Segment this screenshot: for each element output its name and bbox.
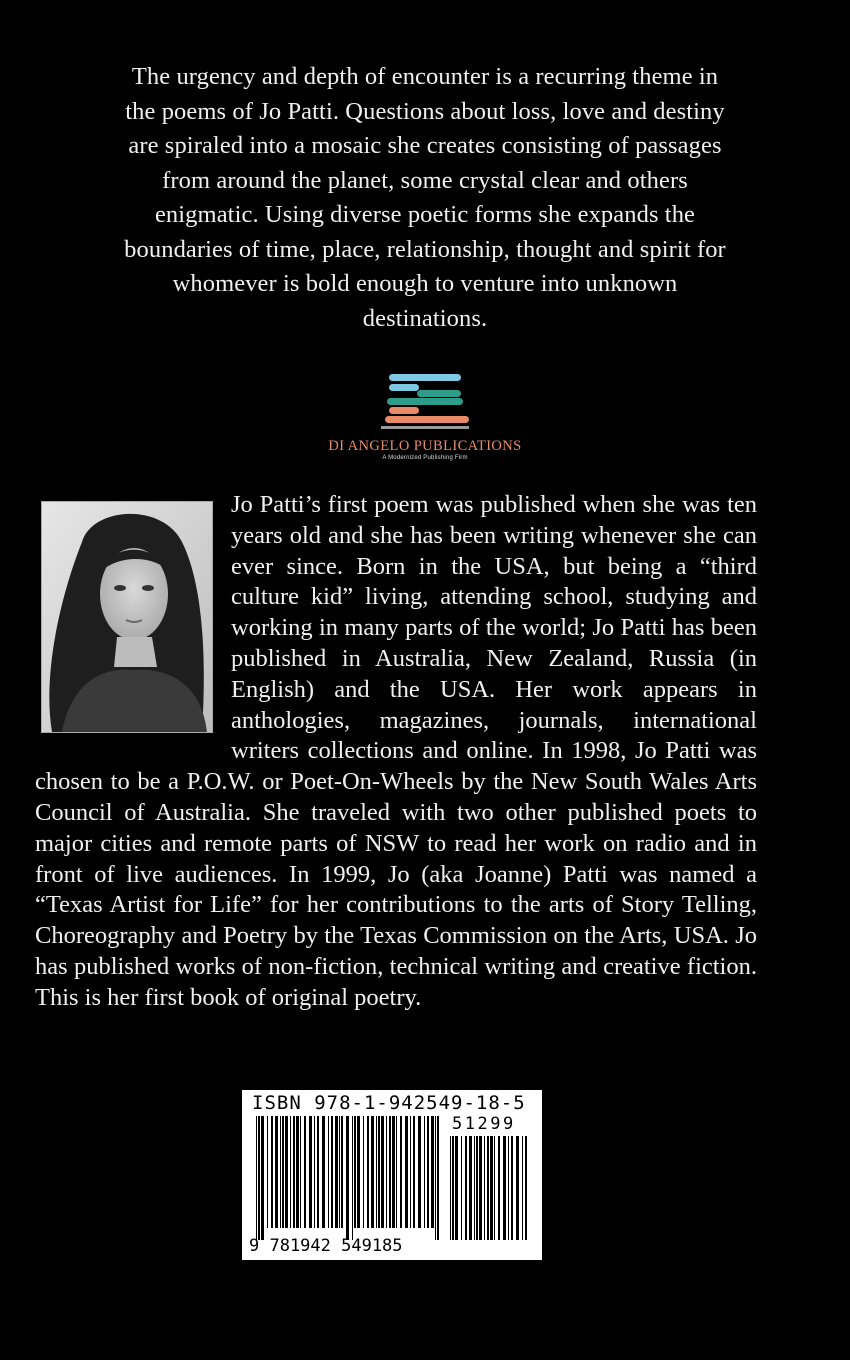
barcode-bar	[357, 1116, 360, 1228]
barcode-bar	[522, 1136, 523, 1240]
barcode-bar	[335, 1116, 338, 1228]
barcode-bar	[503, 1136, 506, 1240]
barcode-bar	[300, 1116, 301, 1228]
author-bio	[35, 490, 757, 1014]
barcode-bar	[498, 1136, 500, 1240]
barcode-bar	[290, 1116, 291, 1228]
barcode-bar	[271, 1116, 273, 1228]
barcode-bar	[437, 1116, 439, 1240]
barcode-bar	[275, 1116, 278, 1228]
bio-text: Jo Patti’s first poem was published when she was ten years old and she has been writing whenever she can ever since. Born in the USA, but being a “third culture kid” living, attending school, studying and working in many parts of the world; Jo Patti has been published in Australia, New Zealand, Russia (in English) and the USA. Her work appears in anthologies, magazines, journals, international writers collections and online. In 1998, Jo Patti was chosen to be a P.O.W. or Poet-On-Wheels by the New South Wales Arts Council of Australia. She traveled with two other published poets to major cities and remote parts of NSW to read her work on radio and in front of live audiences. In 1999, Jo (aka Joanne) Patti was named a “Texas Artist for Life” for her contributions to the arts of Story Telling, Choreography and Poetry by the Texas Commission on the Arts, USA. Jo has published works of non-fiction, technical writing and creative fiction. This is her first book of original poetry.	[35, 491, 757, 1011]
ean-barcode-bars	[256, 1116, 446, 1240]
barcode-bar	[258, 1116, 260, 1240]
publisher-logo	[290, 372, 560, 461]
barcode-bar	[392, 1116, 395, 1228]
barcode-bar	[487, 1136, 489, 1240]
author-photo	[41, 501, 213, 733]
barcode-bar	[328, 1116, 329, 1228]
barcode-bar	[381, 1116, 384, 1228]
barcode-bar	[339, 1116, 340, 1228]
barcode-bar	[309, 1116, 312, 1228]
barcode-bar	[280, 1116, 281, 1228]
barcode-bar	[341, 1116, 343, 1228]
isbn-label: ISBN 978-1-942549-18-5	[252, 1092, 526, 1114]
barcode-bar	[469, 1136, 472, 1240]
barcode-bar	[352, 1116, 353, 1240]
barcode-bar	[378, 1116, 380, 1228]
barcode-bar	[346, 1116, 349, 1240]
price-code: 51299	[452, 1114, 516, 1134]
barcode-bar	[354, 1116, 356, 1228]
barcode-bar	[431, 1116, 434, 1228]
publisher-tagline: A Modernized Publishing Firm	[382, 455, 468, 461]
blurb-line: the poems of Jo Patti. Questions about loss, love and destiny	[125, 97, 725, 125]
barcode-bar	[367, 1116, 369, 1228]
barcode-bar	[363, 1116, 364, 1228]
barcode-bar	[331, 1116, 333, 1228]
barcode-bar	[371, 1116, 374, 1228]
barcode-bar	[474, 1136, 475, 1240]
barcode-bar	[400, 1116, 402, 1228]
barcode-bar	[484, 1136, 485, 1240]
barcode-bar	[410, 1116, 411, 1228]
barcode-bar	[494, 1136, 495, 1240]
barcode-bar	[282, 1116, 284, 1228]
barcode-bar	[452, 1136, 454, 1240]
barcode-bar	[256, 1116, 257, 1240]
blurb-line: enigmatic. Using diverse poetic forms she expands the	[154, 201, 696, 228]
barcode-bar	[413, 1116, 415, 1228]
barcode-bar	[450, 1136, 451, 1240]
barcode-bar	[490, 1136, 493, 1240]
ean-number: 9 781942 549185	[249, 1236, 403, 1256]
barcode-bar	[479, 1136, 482, 1240]
barcode-bar	[511, 1136, 513, 1240]
barcode-bar	[435, 1116, 436, 1240]
barcode-bar	[322, 1116, 325, 1228]
barcode-bar	[396, 1116, 397, 1228]
blurb-line: whomever is bold enough to venture into unknown	[172, 270, 678, 297]
blurb-line: are spiraled into a mosaic she creates consisting of passages	[128, 132, 722, 159]
isbn-barcode	[242, 1090, 542, 1260]
barcode-bar	[386, 1116, 387, 1228]
barcode-bar	[304, 1116, 306, 1228]
blurb-line: The urgency and depth of encounter is a recurring theme in	[131, 63, 719, 90]
addon-barcode-bars	[450, 1136, 530, 1240]
barcode-bar	[424, 1116, 425, 1228]
publisher-logo-mark	[377, 372, 473, 432]
barcode-bar	[261, 1116, 264, 1240]
barcode-bar	[525, 1136, 527, 1240]
blurb-line: boundaries of time, place, relationship, thought and spirit for	[124, 235, 726, 263]
barcode-bar	[389, 1116, 391, 1228]
barcode-bar	[267, 1116, 268, 1228]
barcode-bar	[516, 1136, 519, 1240]
barcode-bar	[427, 1116, 429, 1228]
barcode-bar	[418, 1116, 421, 1228]
barcode-bar	[285, 1116, 288, 1228]
barcode-bar	[376, 1116, 377, 1228]
barcode-bar	[405, 1116, 408, 1228]
blurb-line: from around the planet, some crystal clear and others	[162, 166, 688, 194]
barcode-bar	[508, 1136, 509, 1240]
barcode-bar	[296, 1116, 299, 1228]
barcode-bar	[461, 1136, 462, 1240]
back-cover-blurb	[30, 60, 820, 336]
barcode-bar	[455, 1136, 458, 1240]
barcode-bar	[465, 1136, 467, 1240]
barcode-bar	[476, 1136, 478, 1240]
publisher-name: DI ANGELO PUBLICATIONS	[328, 438, 522, 454]
barcode-bar	[314, 1116, 315, 1228]
barcode-bar	[293, 1116, 295, 1228]
barcode-bar	[317, 1116, 319, 1228]
blurb-line: destinations.	[362, 304, 488, 332]
